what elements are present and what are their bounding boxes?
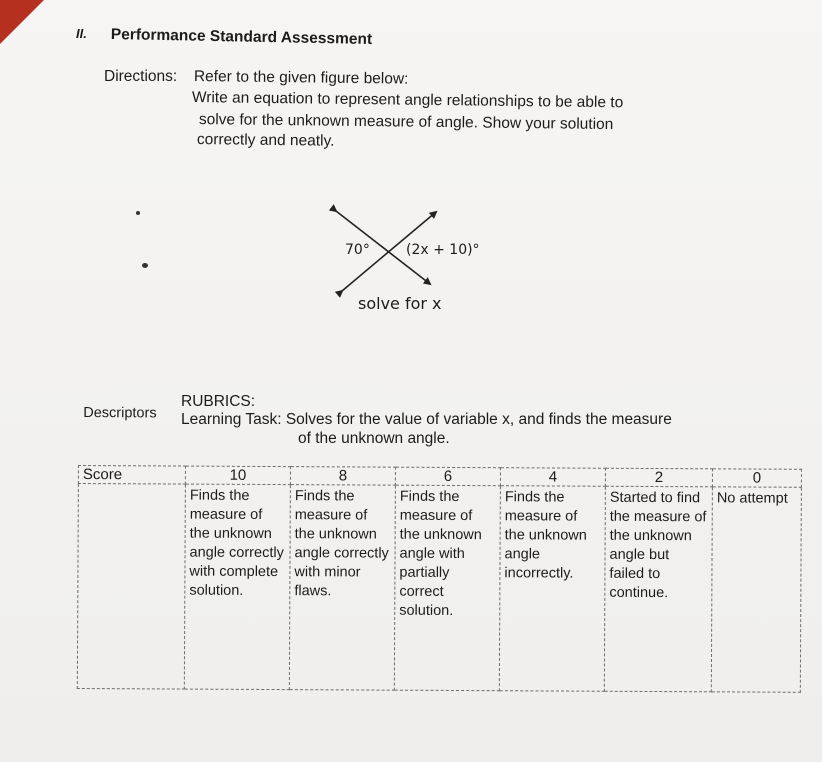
descriptor-cell: Finds the measure of the unknown angle correctly with minor flaws. <box>289 485 395 691</box>
section-title: Performance Standard Assessment <box>110 26 373 49</box>
score-cell: 8 <box>290 467 395 486</box>
directions-label: Directions: <box>104 68 178 85</box>
descriptor-cell: Started to find the measure of the unknown angle but failed to continue. <box>604 486 712 692</box>
descriptor-cell: Finds the measure of the unknown angle incorrectly. <box>499 486 605 692</box>
descriptor-cell: Finds the measure of the unknown angle correctly with complete solution. <box>184 484 290 690</box>
directions-line-4: correctly and neatly. <box>196 131 335 150</box>
score-cell: 10 <box>185 466 290 485</box>
angle-label-left: 70° <box>345 242 370 258</box>
section-number: II. <box>76 26 87 41</box>
page-corner-mark <box>0 0 44 44</box>
learning-task-line-2: of the unknown angle. <box>298 430 450 447</box>
score-cell: 4 <box>500 468 605 487</box>
directions-line-2: Write an equation to represent angle relationships to be able to <box>191 89 624 112</box>
descriptor-cell: Finds the measure of the unknown angle with partially correct solution. <box>394 485 500 691</box>
directions-line-1: Refer to the given figure below: <box>193 68 409 88</box>
directions-line-3: solve for the unknown measure of angle. Show your solution <box>198 111 614 134</box>
figure-caption: solve for x <box>358 294 442 313</box>
rubrics-title: RUBRICS: <box>181 393 256 410</box>
descriptor-cell: No attempt <box>711 487 801 692</box>
angle-label-right: (2x + 10)° <box>406 242 480 258</box>
learning-task-line-1: Learning Task: Solves for the value of variable x, and finds the measure <box>181 411 672 428</box>
descriptors-row <box>77 484 801 693</box>
descriptors-label: Descriptors <box>83 405 157 422</box>
score-cell: 2 <box>605 468 712 487</box>
score-cell: 0 <box>712 469 801 487</box>
pen-mark <box>136 211 140 215</box>
score-label: Score <box>78 466 185 485</box>
score-cell: 6 <box>395 467 500 486</box>
pen-mark <box>142 263 148 268</box>
